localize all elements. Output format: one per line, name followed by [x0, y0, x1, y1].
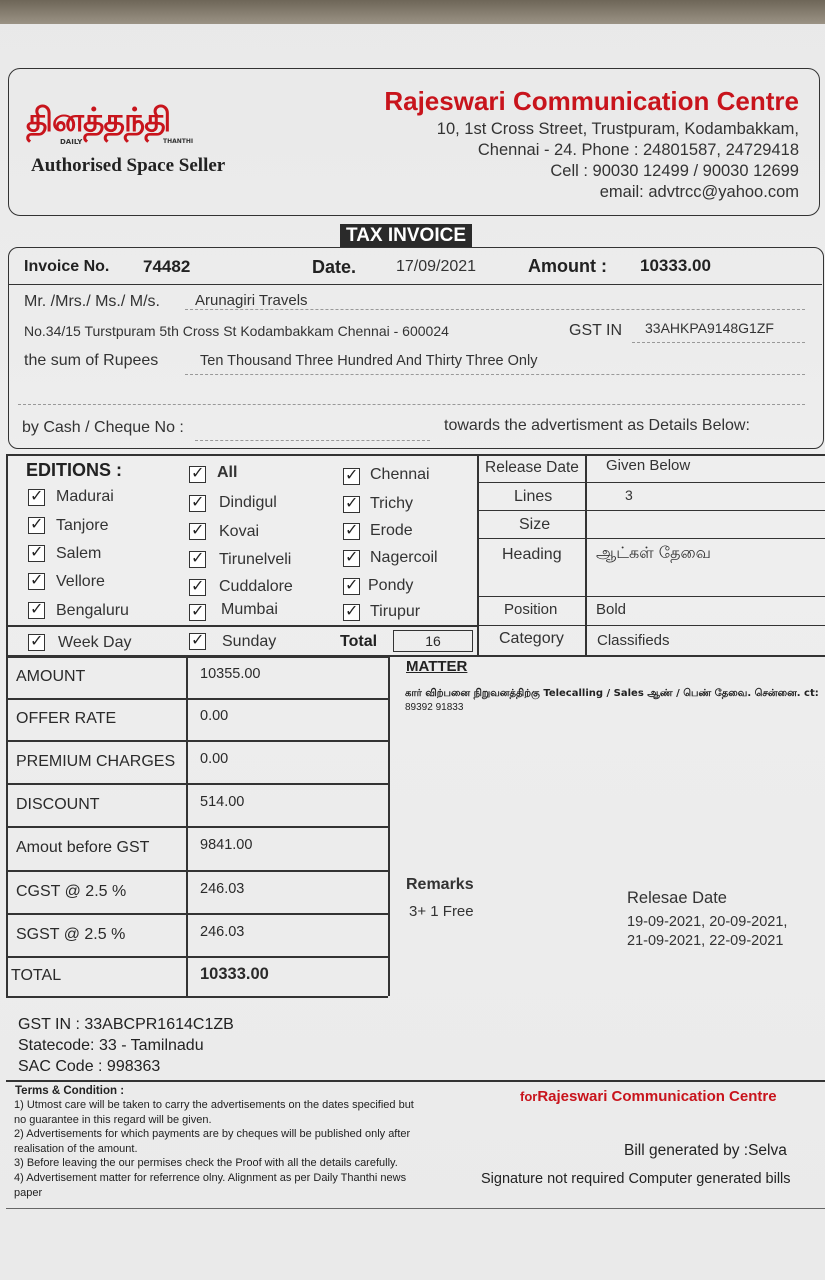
release-dates-line-1: 19-09-2021, 20-09-2021,: [627, 914, 788, 930]
week-day-label: Week Day: [58, 634, 132, 651]
amount-row-line: [6, 956, 388, 958]
statecode: Statecode: 33 - Tamilnadu: [18, 1037, 204, 1054]
lines-label: Lines: [514, 488, 553, 505]
size-label: Size: [519, 516, 551, 533]
grid-line: [477, 538, 825, 539]
sum-label: the sum of Rupees: [24, 352, 159, 369]
signature-note: Signature not required Computer generated bills: [481, 1171, 791, 1187]
amount-col-line: [186, 656, 188, 996]
amount-row-label: DISCOUNT: [16, 795, 100, 813]
total-label: Total: [340, 633, 378, 650]
amount-row-value: 246.03: [200, 923, 245, 940]
checkbox-tirupur[interactable]: ✓: [345, 601, 359, 620]
checkbox-kovai[interactable]: ✓: [191, 520, 205, 539]
grid-line: [477, 482, 825, 483]
divider: [8, 284, 822, 285]
address-line-1: 10, 1st Cross Street, Trustpuram, Kodambakkam,: [436, 120, 799, 138]
tax-invoice-title: TAX INVOICE: [340, 224, 472, 248]
heading-label: Heading: [502, 546, 562, 563]
company-gst: GST IN : 33ABCPR1614C1ZB: [18, 1016, 234, 1033]
amount-row-line: [6, 656, 388, 658]
checkbox-all[interactable]: ✓: [191, 463, 205, 482]
amount-row-value: 10333.00: [200, 965, 269, 983]
checkbox-cuddalore[interactable]: ✓: [191, 576, 205, 595]
amount-row-value: 514.00: [200, 793, 245, 810]
edition-kovai: Kovai: [219, 523, 260, 540]
customer-name: Arunagiri Travels: [195, 292, 308, 309]
checkbox-sunday[interactable]: ✓: [191, 630, 205, 649]
amount-row-label: SGST @ 2.5 %: [16, 925, 126, 943]
dotted-line: [195, 440, 430, 441]
checkbox-tirunelveli[interactable]: ✓: [191, 548, 205, 567]
terms-line: 3) Before leaving the our permises check the Proof with all the details carefully.: [14, 1157, 398, 1170]
grid-line: [477, 510, 825, 511]
matter-heading: MATTER: [406, 658, 468, 675]
checkbox-vellore[interactable]: ✓: [30, 570, 44, 589]
checkbox-dindigul[interactable]: ✓: [191, 492, 205, 511]
dotted-line: [18, 404, 805, 405]
invoice-no-value: 74482: [143, 257, 191, 276]
logo-text: தினத்தந்தி: [26, 100, 171, 139]
edition-trichy: Trichy: [370, 495, 413, 512]
checkbox-chennai[interactable]: ✓: [345, 465, 359, 484]
sac-code: SAC Code : 998363: [18, 1058, 161, 1075]
checkbox-trichy[interactable]: ✓: [345, 493, 359, 512]
edition-cuddalore: Cuddalore: [219, 578, 293, 595]
edition-tirunelveli: Tirunelveli: [219, 551, 292, 568]
checkbox-nagercoil[interactable]: ✓: [345, 547, 359, 566]
for-prefix: for: [520, 1089, 538, 1104]
date-value: 17/09/2021: [396, 258, 477, 275]
matter-text-line-1: கார் விற்பனை நிறுவனத்திற்கு Telecalling / Sales ஆண் / பெண் தேவை. சென்னை. ct:: [405, 688, 819, 699]
amount-row-label: CGST @ 2.5 %: [16, 882, 127, 900]
amount-row-label: AMOUNT: [16, 668, 86, 685]
background-edge: [0, 0, 825, 24]
amount-row-value: 246.03: [200, 880, 245, 897]
edition-all: All: [217, 464, 238, 481]
bottom-line: [6, 1208, 825, 1209]
amount-row-value: 10355.00: [200, 666, 261, 682]
daily-thanthi-logo: [26, 100, 194, 146]
category-value: Classifieds: [597, 632, 670, 649]
authorised-seller: Authorised Space Seller: [31, 155, 226, 176]
cash-cheque-label: by Cash / Cheque No :: [22, 419, 184, 436]
amount-row-value: 0.00: [200, 708, 229, 724]
sunday-label: Sunday: [222, 633, 277, 650]
edition-pondy: Pondy: [368, 577, 414, 594]
grid-line: [477, 596, 825, 597]
dotted-line: [185, 374, 805, 375]
terms-line: realisation of the amount.: [14, 1142, 138, 1155]
amount-row-line: [6, 996, 388, 998]
amount-row-label: PREMIUM CHARGES: [16, 752, 176, 770]
amount-row-value: 0.00: [200, 750, 229, 767]
amount-row-line: [6, 826, 388, 828]
amount-label: Amount :: [528, 256, 607, 276]
address-line-2: Chennai - 24. Phone : 24801587, 24729418: [477, 141, 799, 159]
amount-row-line: [6, 870, 388, 872]
checkbox-bengaluru[interactable]: ✓: [30, 599, 44, 618]
category-label: Category: [499, 630, 564, 647]
terms-heading: Terms & Condition :: [15, 1085, 125, 1097]
checkbox-pondy[interactable]: ✓: [345, 575, 359, 594]
amount-row-label: TOTAL: [11, 967, 62, 984]
for-company: [520, 1088, 777, 1105]
matter-text-line-2: 89392 91833: [405, 702, 464, 713]
towards-label: towards the advertisment as Details Below:: [444, 417, 750, 434]
release-dates-heading: Relesae Date: [627, 889, 727, 907]
checkbox-tanjore[interactable]: ✓: [30, 514, 44, 533]
logo-daily: DAILY: [60, 138, 83, 146]
amount-row-line: [6, 913, 388, 915]
lines-value: 3: [625, 487, 633, 503]
edition-vellore: Vellore: [56, 573, 105, 590]
amount-row-line: [6, 740, 388, 742]
edition-bengaluru: Bengaluru: [56, 602, 129, 619]
amount-col-line: [388, 656, 390, 996]
dotted-line: [632, 342, 805, 343]
name-label: Mr. /Mrs./ Ms./ M/s.: [24, 293, 160, 310]
remarks-heading: Remarks: [406, 876, 474, 893]
bill-generated-by: Bill generated by :Selva: [624, 1142, 787, 1159]
terms-line: 2) Advertisements for which payments are by cheques will be published only after: [14, 1128, 411, 1141]
invoice-no-label: Invoice No.: [24, 258, 110, 275]
heading-value: ஆட்கள் தேவை: [596, 543, 711, 562]
for-company-name: Rajeswari Communication Centre: [537, 1088, 777, 1105]
customer-gst: 33AHKPA9148G1ZF: [645, 320, 774, 336]
amount-row-line: [6, 783, 388, 785]
gst-in-label: GST IN: [569, 322, 623, 339]
checkbox-mumbai[interactable]: ✓: [191, 601, 205, 620]
checkbox-week-day[interactable]: ✓: [30, 631, 44, 650]
date-label: Date.: [312, 257, 357, 277]
amount-value: 10333.00: [640, 256, 711, 275]
edition-erode: Erode: [370, 522, 413, 539]
customer-address: No.34/15 Turstpuram 5th Cross St Kodambakkam Chennai - 600024: [24, 323, 449, 339]
position-label: Position: [504, 601, 558, 618]
terms-line: no guarantee in this regard will be given.: [14, 1113, 212, 1126]
dotted-line: [185, 309, 805, 310]
sum-in-words: Ten Thousand Three Hundred And Thirty Three Only: [200, 353, 538, 369]
logo-thanthi: THANTHI: [163, 138, 194, 145]
amount-col-line: [6, 656, 8, 996]
amount-row-line: [6, 698, 388, 700]
email: email: advtrcc@yahoo.com: [599, 183, 799, 201]
edition-tirupur: Tirupur: [370, 603, 421, 620]
grid-line: [6, 625, 478, 627]
terms-line: 4) Advertisement matter for referrence olny. Alignment as per Daily Thanthi news: [14, 1172, 407, 1184]
checkbox-salem[interactable]: ✓: [30, 542, 44, 561]
release-date-label: Release Date: [485, 459, 579, 476]
grid-line: [6, 454, 825, 456]
checkbox-erode[interactable]: ✓: [345, 520, 359, 539]
release-dates-line-2: 21-09-2021, 22-09-2021: [627, 933, 784, 949]
company-name: Rajeswari Communication Centre: [384, 86, 799, 116]
grid-line: [6, 1080, 825, 1082]
editions-heading: EDITIONS :: [26, 460, 123, 480]
grid-line: [477, 625, 825, 626]
amount-row-value: 9841.00: [200, 837, 253, 853]
edition-nagercoil: Nagercoil: [370, 549, 438, 566]
edition-chennai: Chennai: [370, 466, 430, 483]
edition-tanjore: Tanjore: [56, 517, 109, 534]
address-line-3: Cell : 90030 12499 / 90030 12699: [550, 162, 799, 180]
position-value: Bold: [596, 601, 627, 618]
amount-row-label: Amout before GST: [16, 839, 150, 856]
terms-line: 1) Utmost care will be taken to carry the advertisements on the dates specified but: [14, 1099, 414, 1111]
edition-mumbai: Mumbai: [221, 601, 278, 618]
remarks-text: 3+ 1 Free: [409, 903, 474, 920]
checkbox-madurai[interactable]: ✓: [30, 486, 44, 505]
edition-salem: Salem: [56, 545, 102, 562]
edition-dindigul: Dindigul: [219, 494, 277, 511]
release-date-value: Given Below: [606, 457, 691, 474]
amount-row-label: OFFER RATE: [16, 710, 117, 727]
terms-line: paper: [14, 1186, 43, 1199]
total-editions-value: 16: [393, 630, 473, 652]
edition-madurai: Madurai: [56, 488, 114, 505]
